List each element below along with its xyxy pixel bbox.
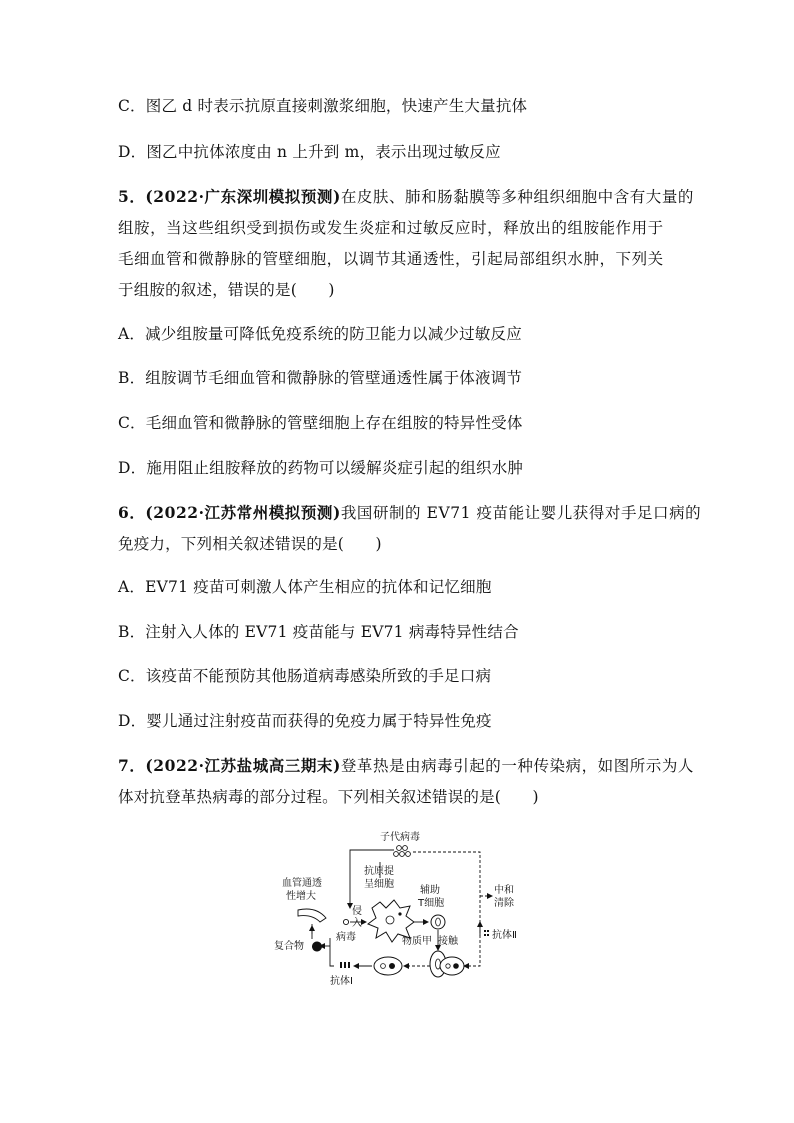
offspring-virus-icon — [394, 846, 411, 857]
q7-number: 7． — [118, 756, 146, 775]
antigen-presenting-cell-icon — [368, 900, 414, 942]
label-apc-line2: 呈细胞 — [364, 879, 394, 890]
q5-number: 5． — [118, 187, 146, 206]
label-contact: 接触 — [438, 936, 458, 947]
helper-t-cell-icon — [431, 915, 445, 929]
label-antibody-1: 抗体Ⅰ — [330, 976, 353, 987]
dengue-immune-diagram — [268, 826, 530, 990]
label-offspring-virus: 子代病毒 — [380, 832, 420, 843]
label-antibody-2: 抗体Ⅱ — [492, 930, 517, 941]
label-substance-a: 物质甲 — [402, 936, 432, 947]
q5-source: (2022·广东深圳模拟预测) — [145, 187, 341, 206]
antibody-1-icon — [340, 962, 350, 968]
q6-stem-line2: 免疫力，下列相关叙述错误的是( ) — [118, 535, 382, 553]
plasma-cell-1-nucleus-icon — [389, 963, 395, 969]
q5-stem-text1: 在皮肤、肺和肠黏膜等多种组织细胞中含有大量的 — [340, 188, 694, 206]
label-complex: 复合物 — [274, 941, 304, 952]
label-neutralize-line1: 中和 — [494, 885, 514, 896]
virus-particle-icon — [343, 919, 348, 924]
label-vascular-line2: 性增大 — [286, 891, 316, 902]
plasma-cell-2-icon — [440, 957, 464, 975]
complex-icon — [312, 942, 322, 952]
q5-stem-line1 — [118, 186, 694, 208]
plasma-cell-2-nucleus-icon — [453, 963, 459, 969]
plasma-cell-1-icon — [374, 957, 402, 975]
blood-vessel-icon — [298, 909, 326, 922]
label-helper-t-line2: T细胞 — [418, 898, 445, 909]
q7-source: (2022·江苏盐城高三期末) — [145, 756, 341, 775]
q4-option-d[interactable]: D．图乙中抗体浓度由 n 上升到 m，表示出现过敏反应 — [118, 143, 501, 161]
q6-option-b[interactable]: B．注射入人体的 EV71 疫苗能与 EV71 病毒特异性结合 — [118, 623, 519, 641]
q5-stem-line4: 于组胺的叙述，错误的是( ) — [118, 281, 335, 299]
q6-number: 6． — [118, 503, 146, 522]
q6-source: (2022·江苏常州模拟预测) — [145, 503, 341, 522]
antibody-2-icon — [484, 930, 489, 936]
q5-stem-line2: 组胺，当这些组织受到损伤或发生炎症和过敏反应时，释放出的组胺能作用于 — [118, 219, 664, 237]
label-apc-line1: 抗原提 — [364, 866, 394, 877]
q6-option-d[interactable]: D．婴儿通过注射疫苗而获得的免疫力属于特异性免疫 — [118, 712, 492, 730]
q6-stem-text1: 我国研制的 EV71 疫苗能让婴儿获得对手足口病的 — [340, 504, 702, 522]
q5-option-a[interactable]: A．减少组胺量可降低免疫系统的防卫能力以减少过敏反应 — [118, 325, 522, 343]
label-invade-line1: 侵 — [352, 906, 362, 917]
q7-stem-line2: 体对抗登革热病毒的部分过程。下列相关叙述错误的是( ) — [118, 788, 539, 806]
q7-stem-line1 — [118, 755, 694, 777]
q5-option-d[interactable]: D．施用阻止组胺释放的药物可以缓解炎症引起的组织水肿 — [118, 459, 524, 477]
connector-antibody1 — [330, 938, 334, 966]
label-vascular-line1: 血管通透 — [282, 878, 322, 889]
label-invade-line2: 入 — [352, 918, 362, 929]
q5-option-b[interactable]: B．组胺调节毛细血管和微静脉的管壁通透性属于体液调节 — [118, 369, 523, 387]
apc-antigen-dot-icon — [398, 912, 401, 915]
q6-option-a[interactable]: A．EV71 疫苗可刺激人体产生相应的抗体和记忆细胞 — [118, 578, 492, 596]
q6-stem-line1 — [118, 502, 701, 524]
q5-option-c[interactable]: C．毛细血管和微静脉的管壁细胞上存在组胺的特异性受体 — [118, 414, 523, 432]
label-helper-t-line1: 辅助 — [420, 885, 440, 896]
q6-option-c[interactable]: C．该疫苗不能预防其他肠道病毒感染所致的手足口病 — [118, 667, 492, 685]
label-virus: 病毒 — [336, 932, 356, 943]
q7-stem-text1: 登革热是由病毒引起的一种传染病，如图所示为人 — [340, 757, 694, 775]
q4-option-c[interactable]: C．图乙 d 时表示抗原直接刺激浆细胞，快速产生大量抗体 — [118, 97, 528, 115]
q5-stem-line3: 毛细血管和微静脉的管壁细胞，以调节其通透性，引起局部组织水肿，下列关 — [118, 250, 664, 268]
dashed-line-antibody2-path — [413, 852, 480, 966]
label-neutralize-line2: 清除 — [494, 898, 514, 909]
